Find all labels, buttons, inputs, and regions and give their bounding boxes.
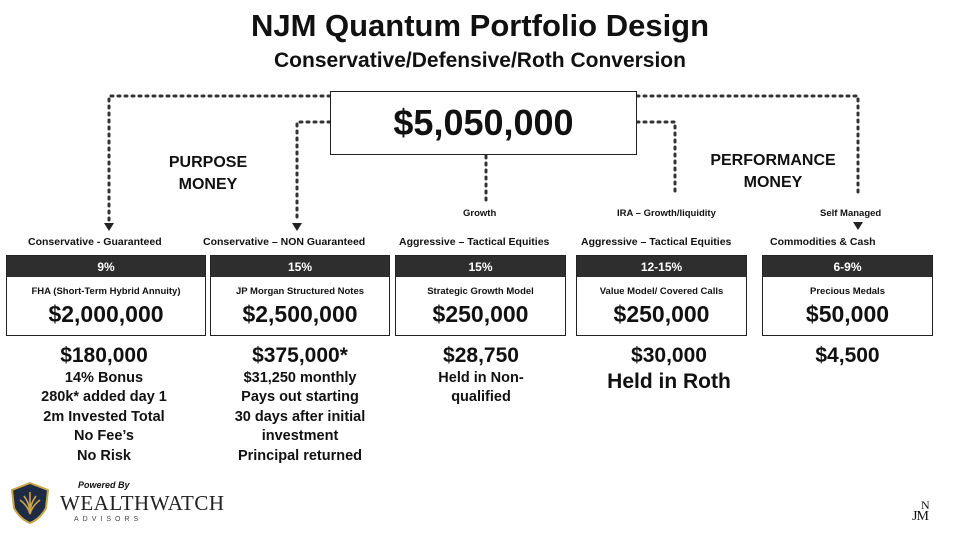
result-amount: $375,000* bbox=[252, 344, 348, 367]
category-2: Conservative – NON Guaranteed bbox=[203, 236, 366, 248]
result-block-1 bbox=[14, 343, 194, 466]
product-name: JP Morgan Structured Notes bbox=[235, 286, 365, 297]
result-block-3 bbox=[400, 343, 562, 408]
monogram-bottom: JM bbox=[912, 509, 928, 524]
result-note: investment bbox=[261, 428, 339, 445]
arrowhead-2 bbox=[292, 223, 302, 231]
arrowhead-1 bbox=[104, 223, 114, 231]
result-amount: $28,750 bbox=[443, 344, 519, 367]
result-note: qualified bbox=[451, 389, 511, 406]
percent-bar: 15% bbox=[211, 256, 389, 277]
result-note: 30 days after initial bbox=[234, 408, 366, 425]
percent-bar: 9% bbox=[7, 256, 205, 277]
product-name: Value Model/ Covered Calls bbox=[599, 286, 724, 297]
result-note: 280k* added day 1 bbox=[41, 389, 167, 406]
connector-left bbox=[297, 122, 330, 222]
percent-bar: 6-9% bbox=[763, 256, 932, 277]
ira-label: IRA – Growth/liquidity bbox=[617, 208, 716, 219]
powered-by-text: Powered By bbox=[78, 480, 130, 490]
page-subtitle: Conservative/Defensive/Roth Conversion bbox=[274, 49, 686, 72]
result-note: Pays out starting bbox=[241, 389, 359, 406]
allocation-amount: $2,000,000 bbox=[48, 301, 164, 327]
monogram-top: N bbox=[921, 498, 930, 512]
allocation-card-1 bbox=[6, 255, 206, 336]
category-1: Conservative - Guaranteed bbox=[28, 236, 162, 248]
category-3: Aggressive – Tactical Equities bbox=[399, 236, 550, 248]
allocation-card-5 bbox=[762, 255, 933, 336]
allocation-card-3 bbox=[395, 255, 566, 336]
allocation-card-2 bbox=[210, 255, 390, 336]
wealthwatch-logo bbox=[10, 480, 225, 526]
allocation-amount: $250,000 bbox=[432, 301, 529, 327]
result-block-4 bbox=[576, 343, 762, 395]
percent-bar: 15% bbox=[396, 256, 565, 277]
result-note: 14% Bonus bbox=[64, 370, 144, 386]
purpose-money-label: PURPOSE MONEY bbox=[168, 154, 248, 193]
brand-subtitle: ADVISORS bbox=[74, 516, 143, 523]
percent-bar: 12-15% bbox=[577, 256, 746, 277]
category-5: Commodities & Cash bbox=[770, 236, 876, 248]
connector-right bbox=[637, 122, 675, 196]
total-amount-box bbox=[330, 91, 637, 155]
result-note: Held in Non- bbox=[438, 370, 524, 386]
result-note: 2m Invested Total bbox=[43, 408, 165, 425]
njm-monogram bbox=[912, 500, 942, 530]
shield-icon bbox=[10, 482, 50, 524]
allocation-amount: $2,500,000 bbox=[242, 301, 358, 327]
result-amount: $30,000 bbox=[631, 344, 707, 367]
result-note: $31,250 monthly bbox=[243, 370, 357, 386]
self-managed-label: Self Managed bbox=[820, 208, 882, 219]
total-amount: $5,050,000 bbox=[393, 102, 574, 143]
result-block-2 bbox=[208, 343, 392, 466]
result-block-5 bbox=[762, 343, 933, 369]
allocation-amount: $250,000 bbox=[613, 301, 710, 327]
allocation-card-4 bbox=[576, 255, 747, 336]
product-name: Precious Medals bbox=[810, 286, 885, 297]
result-note: Held in Roth bbox=[607, 370, 731, 393]
arrowhead-5 bbox=[853, 222, 863, 230]
result-note: No Risk bbox=[77, 447, 131, 464]
result-note: No Fee’s bbox=[74, 428, 134, 445]
growth-label: Growth bbox=[463, 208, 497, 219]
page-title: NJM Quantum Portfolio Design bbox=[250, 8, 710, 43]
result-note: Principal returned bbox=[237, 447, 363, 464]
allocation-amount: $50,000 bbox=[805, 301, 890, 327]
category-4: Aggressive – Tactical Equities bbox=[581, 236, 732, 248]
result-amount: $180,000 bbox=[60, 344, 148, 367]
result-amount: $4,500 bbox=[815, 344, 880, 367]
product-name: Strategic Growth Model bbox=[427, 286, 534, 297]
brand-name: WEALTHWATCH bbox=[60, 491, 225, 515]
performance-money-label: PERFORMANCE MONEY bbox=[710, 152, 836, 191]
product-name: FHA (Short-Term Hybrid Annuity) bbox=[31, 286, 181, 297]
